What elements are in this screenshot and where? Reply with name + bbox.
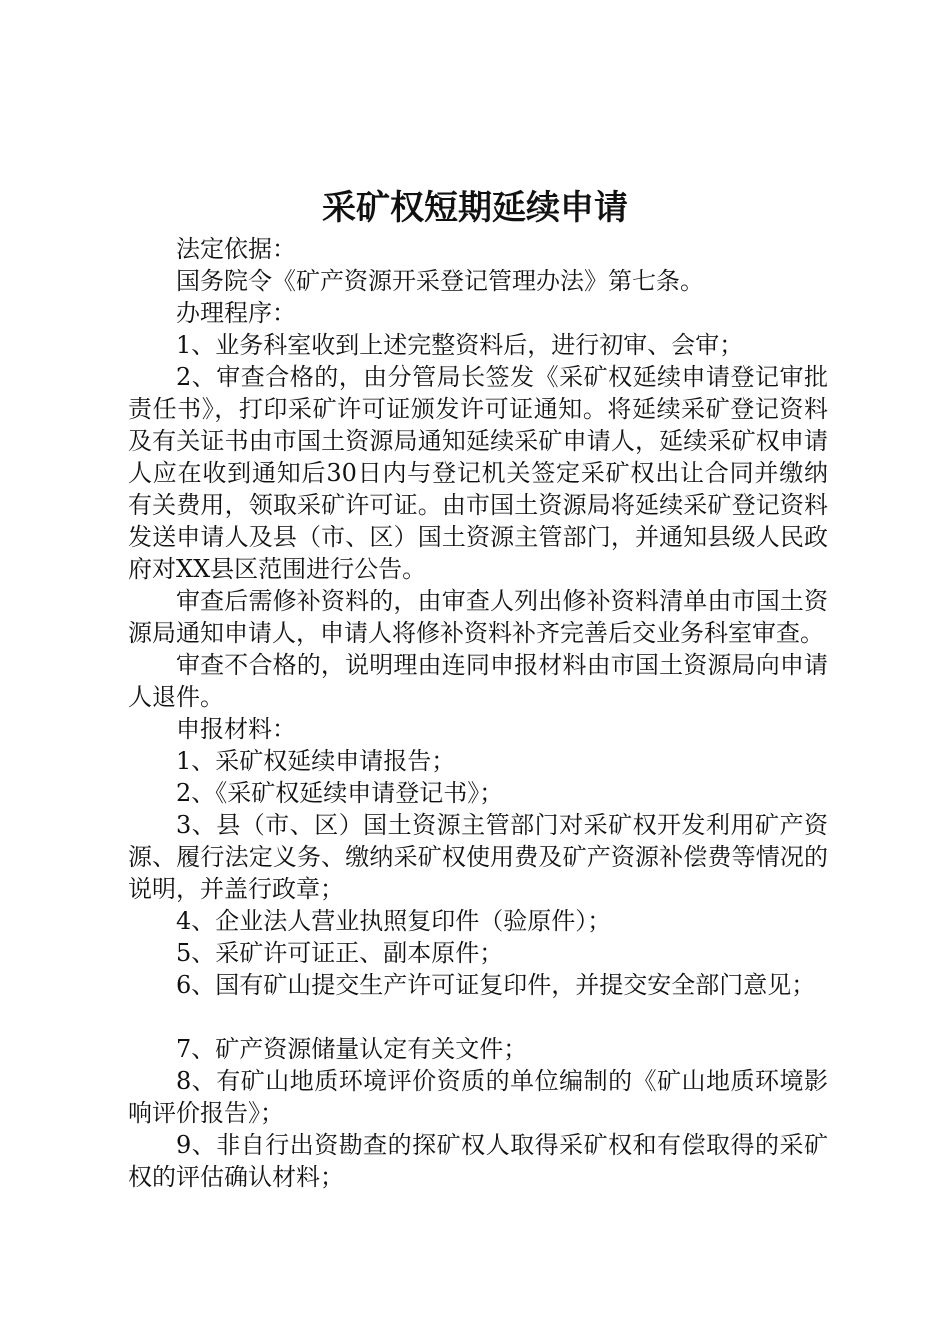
material-item-6: 6、国有矿山提交生产许可证复印件，并提交安全部门意见； [176,971,816,999]
material-item-9: 9、非自行出资勘查的探矿权人取得采矿权和有偿取得的采矿权的评估确认材料； [128,1131,828,1191]
document-body [128,233,828,1193]
section-heading-materials: 申报材料： [176,715,296,743]
material-item-3: 3、县（市、区）国土资源主管部门对采矿权开发利用矿产资源、履行法定义务、缴纳采矿权使用费及矿产资源补偿费等情况的说明，并盖行政章； [128,811,828,903]
paragraph-legal-basis: 国务院令《矿产资源开采登记管理办法》第七条。 [176,267,704,295]
material-item-4: 4、企业法人营业执照复印件（验原件）； [176,907,612,935]
material-item-1: 1、采矿权延续申请报告； [176,747,456,775]
material-item-2: 2、《采矿权延续申请登记书》； [176,779,504,807]
section-heading-legal-basis: 法定依据： [176,235,296,263]
paragraph-rejection: 审查不合格的，说明理由连同申报材料由市国土资源局向申请人退件。 [128,651,828,711]
procedure-item-1: 1、业务科室收到上述完整资料后，进行初审、会审； [176,331,744,359]
material-item-7: 7、矿产资源储量认定有关文件； [176,1035,528,1063]
section-heading-procedure: 办理程序： [176,299,296,327]
material-item-5: 5、采矿许可证正、副本原件； [176,939,504,967]
procedure-item-2: 2、审查合格的，由分管局长签发《采矿权延续申请登记审批责任书》，打印采矿许可证颁发许可证通知。将延续采矿登记资料及有关证书由市国土资源局通知延续采矿申请人，延续采矿权申请人应在收到通知后30日内与登记机关签定采矿权出让合同并缴纳有关费用，领取采矿许可证。由市国土资源局将延续采矿登记资料发送申请人及县（市、区）国土资源主管部门，并通知县级人民政府对XX县区范围进行公告。 [128,363,828,583]
paragraph-supplement: 审查后需修补资料的，由审查人列出修补资料清单由市国土资源局通知申请人，申请人将修补资料补齐完善后交业务科室审查。 [128,587,828,647]
material-item-8: 8、有矿山地质环境评价资质的单位编制的《矿山地质环境影响评价报告》； [128,1067,828,1127]
document-title: 采矿权短期延续申请 [322,188,628,228]
